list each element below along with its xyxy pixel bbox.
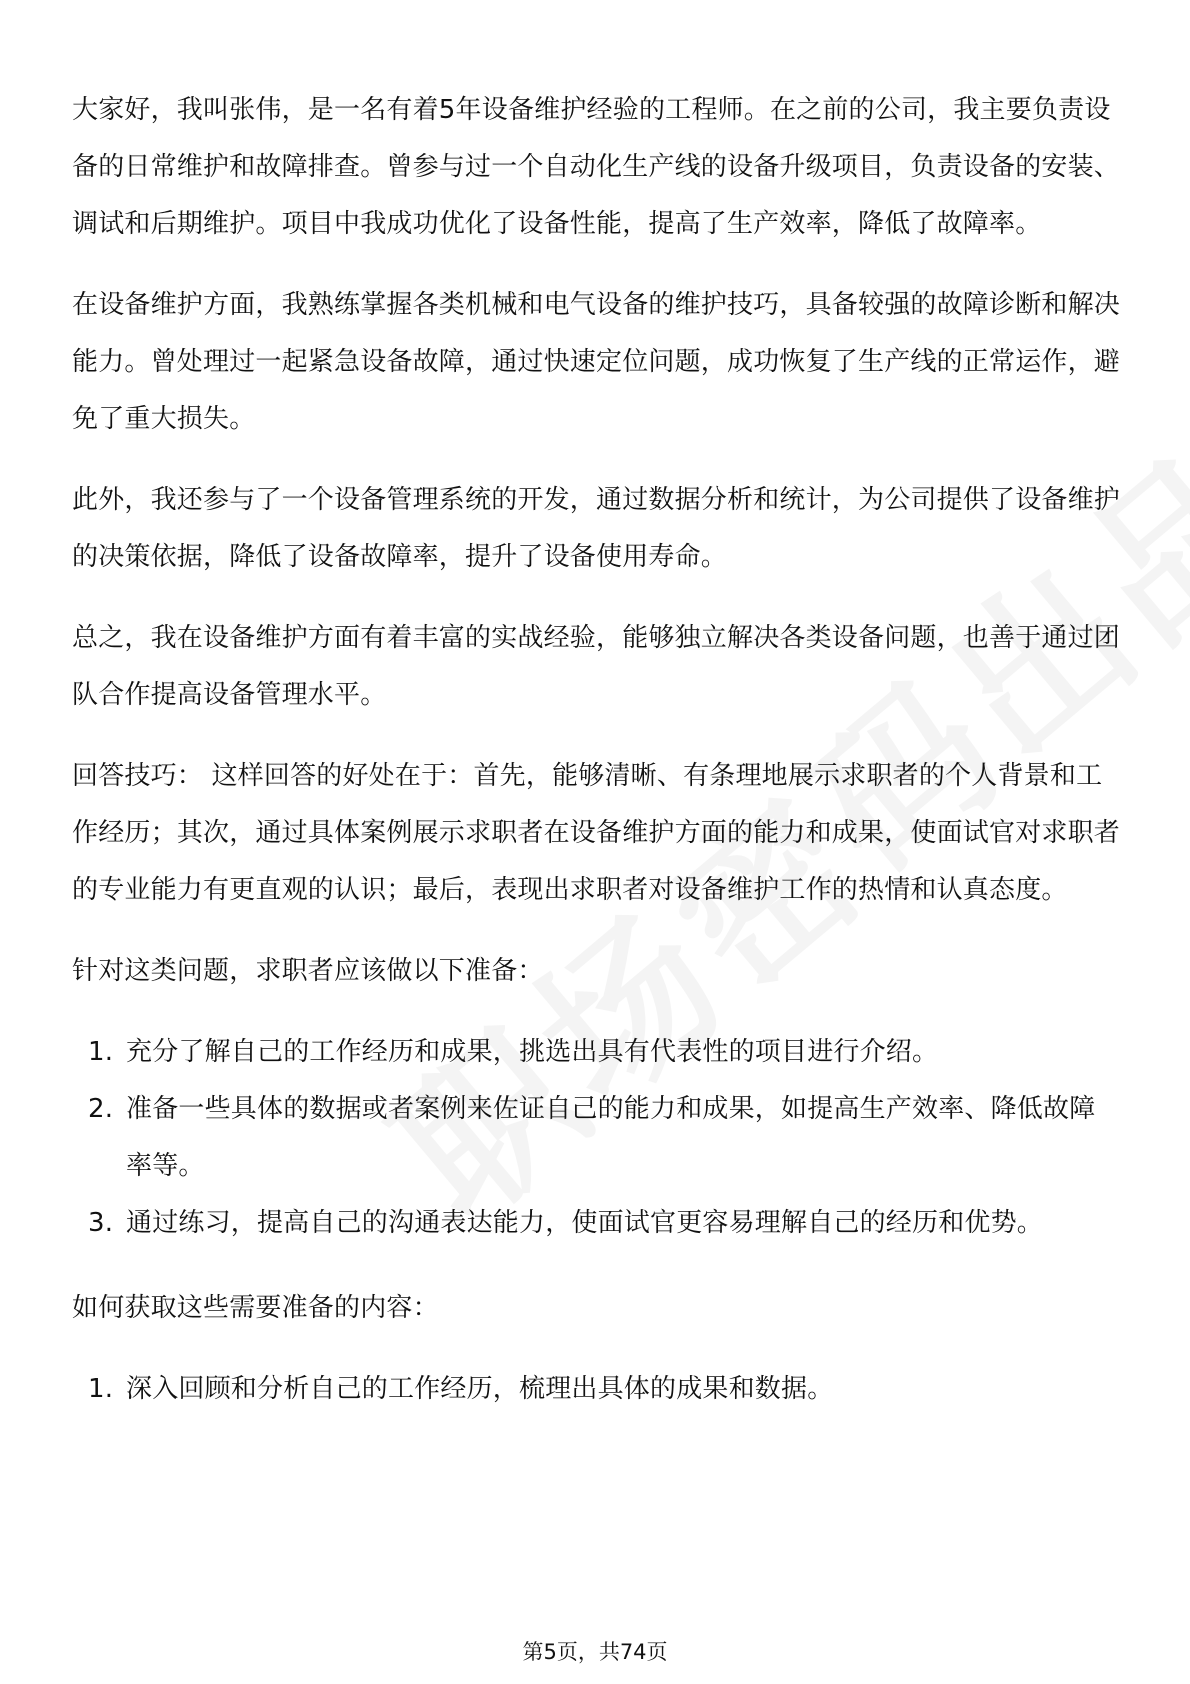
- prep-list: [72, 1024, 1120, 1252]
- list-item-text: 深入回顾和分析自己的工作经历，梳理出具体的成果和数据。: [126, 1374, 834, 1404]
- answer-tips-paragraph: 回答技巧： 这样回答的好处在于：首先，能够清晰、有条理地展示求职者的个人背景和工作经历；其次，通过具体案例展示求职者在设备维护方面的能力和成果，使面试官对求职者的专业能力有更直观的认识；最后，表现出求职者对设备维护工作的热情和认真态度。: [72, 761, 1121, 905]
- intro-paragraph: 大家好，我叫张伟，是一名有着5年设备维护经验的工程师。在之前的公司，我主要负责设备的日常维护和故障排查。曾参与过一个自动化生产线的设备升级项目，负责设备的安装、调试和后期维护。项目中我成功优化了设备性能，提高了生产效率，降低了故障率。: [72, 95, 1121, 239]
- list-number: 2.: [88, 1094, 114, 1124]
- list-item-text: 通过练习，提高自己的沟通表达能力，使面试官更容易理解自己的经历和优势。: [126, 1208, 1044, 1238]
- document-body: [72, 82, 1120, 1446]
- list-number: 3.: [88, 1208, 114, 1238]
- maintenance-paragraph: 在设备维护方面，我熟练掌握各类机械和电气设备的维护技巧，具备较强的故障诊断和解决能力。曾处理过一起紧急设备故障，通过快速定位问题，成功恢复了生产线的正常运作，避免了重大损失。: [72, 290, 1121, 434]
- list-item: [72, 1361, 1120, 1418]
- list-number: 1.: [88, 1374, 114, 1404]
- how-heading: 如何获取这些需要准备的内容：: [72, 1293, 439, 1323]
- system-paragraph: 此外，我还参与了一个设备管理系统的开发，通过数据分析和统计，为公司提供了设备维护的决策依据，降低了设备故障率，提升了设备使用寿命。: [72, 485, 1121, 572]
- summary-paragraph: 总之，我在设备维护方面有着丰富的实战经验，能够独立解决各类设备问题，也善于通过团队合作提高设备管理水平。: [72, 623, 1121, 710]
- list-item-text: 充分了解自己的工作经历和成果，挑选出具有代表性的项目进行介绍。: [126, 1037, 939, 1067]
- list-item: [72, 1081, 1120, 1195]
- list-item: [72, 1195, 1120, 1252]
- prep-heading: 针对这类问题，求职者应该做以下准备：: [72, 956, 544, 986]
- list-item-text: 准备一些具体的数据或者案例来佐证自己的能力和成果，如提高生产效率、降低故障率等。: [126, 1094, 1096, 1181]
- how-list: [72, 1361, 1120, 1418]
- list-number: 1.: [88, 1037, 114, 1067]
- page-footer: 第5页，共74页: [522, 1640, 668, 1664]
- list-item: [72, 1024, 1120, 1081]
